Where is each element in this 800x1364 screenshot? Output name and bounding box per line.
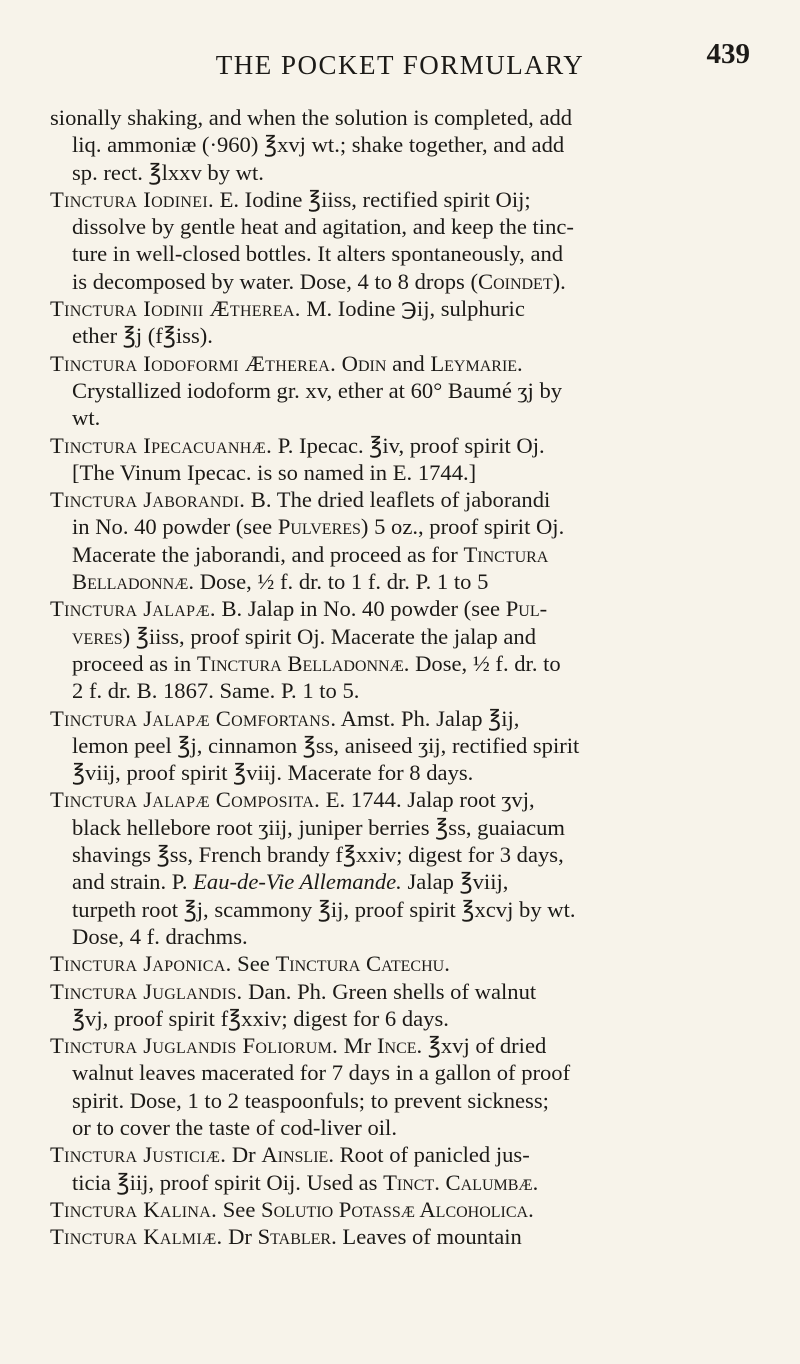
text-line xyxy=(50,186,753,213)
small-caps-reference: Coindet xyxy=(478,268,553,294)
text-run: Jalap ℥viij, xyxy=(401,869,509,895)
text-line xyxy=(50,322,753,349)
text-run: Macerate the jaborandi, and proceed as for xyxy=(72,541,464,567)
text-run: ℥viij, proof spirit ℥viij. Macerate for 8 days. xyxy=(72,760,474,786)
entry-headword: Tinctura Kalina. xyxy=(50,1196,218,1222)
text-run: [The Vinum Ipecac. is so named in E. 1744.] xyxy=(72,459,477,485)
text-run: . ℥xvj of dried xyxy=(416,1033,547,1059)
small-caps-reference: Tinctura Belladonnæ xyxy=(196,650,404,676)
formulary-entry xyxy=(50,186,753,295)
formulary-entry xyxy=(50,350,753,432)
text-run: ) ℥iiss, proof spirit Oj. Macerate the jalap and xyxy=(122,623,537,649)
text-line xyxy=(50,677,753,704)
text-line xyxy=(50,1169,753,1196)
text-line xyxy=(50,950,753,977)
small-caps-reference: Tinctura xyxy=(463,541,549,567)
text-line xyxy=(50,1032,753,1059)
text-run: turpeth root ℥j, scammony ℥ij, proof spirit ℥xcvj by wt. xyxy=(72,896,576,922)
text-run: 2 f. dr. B. 1867. Same. P. 1 to 5. xyxy=(72,678,360,704)
text-line xyxy=(50,131,753,158)
formulary-entry xyxy=(50,978,753,1033)
text-run: Mr xyxy=(338,1033,377,1059)
text-run: Dr xyxy=(226,1142,262,1168)
formulary-entry xyxy=(50,104,753,186)
text-line xyxy=(50,541,753,568)
entry-headword: Tinctura Kalmiæ. xyxy=(50,1224,223,1250)
text-line xyxy=(50,159,753,186)
small-caps-reference: Pulveres xyxy=(277,514,361,540)
text-line xyxy=(50,650,753,677)
small-caps-reference: Leymarie xyxy=(430,350,518,376)
formulary-text xyxy=(50,104,753,1250)
text-line xyxy=(50,759,753,786)
text-run: liq. ammoniæ (·960) ℥xvj wt.; shake together, and add xyxy=(72,132,565,158)
small-caps-reference: Solutio Potassæ Alcoholica xyxy=(261,1196,529,1222)
text-run: ). xyxy=(552,268,566,294)
text-run: . Leaves of mountain xyxy=(331,1224,522,1250)
text-line xyxy=(50,595,753,622)
running-head xyxy=(0,24,800,80)
text-line xyxy=(50,459,753,486)
text-run: B. The dried leaflets of jaborandi xyxy=(245,487,551,513)
small-caps-reference: veres xyxy=(72,623,123,649)
text-run: and strain. P. xyxy=(72,869,194,895)
entry-headword: Tinctura Jaborandi. xyxy=(50,487,246,513)
text-line xyxy=(50,1141,753,1168)
formulary-entry xyxy=(50,432,753,487)
text-run: Amst. Ph. Jalap ℥ij, xyxy=(336,705,520,731)
text-line xyxy=(50,404,753,431)
text-run: ture in well-closed bottles. It alters spontaneously, and xyxy=(72,241,564,267)
text-run: E. 1744. Jalap root ʒvj, xyxy=(320,787,535,813)
small-caps-reference: Tinctura Catechu xyxy=(275,951,445,977)
text-line xyxy=(50,814,753,841)
text-line xyxy=(50,213,753,240)
text-run: See xyxy=(231,951,276,977)
small-caps-reference: Odin xyxy=(341,350,387,376)
text-line xyxy=(50,432,753,459)
text-line xyxy=(50,568,753,595)
text-line xyxy=(50,1196,753,1223)
text-line xyxy=(50,978,753,1005)
text-line xyxy=(50,841,753,868)
small-caps-reference: Tinct. Calumbæ xyxy=(383,1169,533,1195)
text-run: lemon peel ℥j, cinnamon ℥ss, aniseed ʒij, rectified spirit xyxy=(72,732,580,758)
running-title: THE POCKET FORMULARY xyxy=(215,50,585,80)
text-run: ether ℥j (f℥iss). xyxy=(72,323,213,349)
text-line xyxy=(50,104,753,131)
text-run: walnut leaves macerated for 7 days in a gallon of proof xyxy=(72,1060,571,1086)
text-line xyxy=(50,377,753,404)
text-run: M. Iodine ℈ij, sulphuric xyxy=(300,296,525,322)
text-line xyxy=(50,1223,753,1250)
formulary-entry xyxy=(50,295,753,350)
text-run: proceed as in xyxy=(72,650,197,676)
small-caps-reference: Ainslie xyxy=(261,1142,329,1168)
text-run: P. Ipecac. ℥iv, proof spirit Oj. xyxy=(272,432,545,458)
entry-headword: Tinctura Ipecacuanhæ. xyxy=(50,432,273,458)
text-run: . xyxy=(528,1196,534,1222)
text-line xyxy=(50,295,753,322)
text-line xyxy=(50,705,753,732)
text-run: spirit. Dose, 1 to 2 teaspoonfuls; to prevent sickness; xyxy=(72,1087,549,1113)
text-run: black hellebore root ʒiij, juniper berries ℥ss, guaiacum xyxy=(72,814,566,840)
text-line xyxy=(50,1114,753,1141)
text-line xyxy=(50,732,753,759)
entry-headword: Tinctura Justiciæ. xyxy=(50,1142,227,1168)
small-caps-reference: Ince xyxy=(376,1033,417,1059)
text-run: and xyxy=(386,350,431,376)
text-run: Crystallized iodoform gr. xv, ether at 60° Baumé ʒj by xyxy=(72,377,563,403)
formulary-entry xyxy=(50,1223,753,1250)
entry-headword: Tinctura Iodinei. xyxy=(50,186,214,212)
small-caps-reference: Stabler xyxy=(257,1224,332,1250)
formulary-entry xyxy=(50,1196,753,1223)
entry-headword: Tinctura Iodoformi Ætherea. xyxy=(50,350,337,376)
formulary-entry xyxy=(50,595,753,704)
entry-headword: Tinctura Jalapæ. xyxy=(50,596,216,622)
text-line xyxy=(50,240,753,267)
formulary-entry xyxy=(50,486,753,595)
formulary-entry xyxy=(50,786,753,950)
text-line xyxy=(50,1005,753,1032)
text-line xyxy=(50,623,753,650)
entry-headword: Tinctura Jalapæ Comfortans. xyxy=(50,705,337,731)
text-run: or to cover the taste of cod-liver oil. xyxy=(72,1114,397,1140)
formulary-entry xyxy=(50,1141,753,1196)
entry-headword: Tinctura Japonica. xyxy=(50,951,232,977)
text-run: sionally shaking, and when the solution is completed, add xyxy=(50,105,573,130)
text-run: ℥vj, proof spirit f℥xxiv; digest for 6 days. xyxy=(72,1005,449,1031)
text-run: B. Jalap in No. 40 powder (see xyxy=(215,596,506,622)
text-run: . Dose, ½ f. dr. to 1 f. dr. P. 1 to 5 xyxy=(188,569,489,595)
text-line xyxy=(50,1059,753,1086)
text-run: in No. 40 powder (see xyxy=(72,514,278,540)
text-run: . xyxy=(444,951,450,977)
formulary-entry xyxy=(50,705,753,787)
text-run: Dr xyxy=(222,1224,258,1250)
text-line xyxy=(50,486,753,513)
text-run: . xyxy=(517,350,523,376)
small-caps-reference: Pul- xyxy=(505,596,548,622)
formulary-entry xyxy=(50,950,753,977)
entry-headword: Tinctura Juglandis. xyxy=(50,978,243,1004)
text-line xyxy=(50,268,753,295)
entry-headword: Tinctura Juglandis Foliorum. xyxy=(50,1033,339,1059)
small-caps-reference: Belladonnæ xyxy=(72,569,189,595)
formulary-entry xyxy=(50,1032,753,1141)
text-run: ticia ℥iij, proof spirit Oij. Used as xyxy=(72,1169,384,1195)
text-run: . Dose, ½ f. dr. to xyxy=(403,650,561,676)
entry-headword: Tinctura Iodinii Ætherea. xyxy=(50,296,301,322)
text-line xyxy=(50,896,753,923)
text-line xyxy=(50,350,753,377)
text-run: shavings ℥ss, French brandy f℥xxiv; digest for 3 days, xyxy=(72,842,564,868)
italic-text: Eau-de-Vie Allemande. xyxy=(193,869,402,895)
text-run: See xyxy=(217,1196,262,1222)
text-line xyxy=(50,513,753,540)
text-line xyxy=(50,868,753,895)
text-run: wt. xyxy=(72,405,101,431)
text-run: . xyxy=(532,1169,539,1195)
text-run: sp. rect. ℥lxxv by wt. xyxy=(72,159,264,185)
text-run: dissolve by gentle heat and agitation, and keep the tinc- xyxy=(72,214,574,240)
page-number: 439 xyxy=(706,38,750,70)
text-line xyxy=(50,923,753,950)
text-run: Dose, 4 f. drachms. xyxy=(72,923,248,949)
text-run: is decomposed by water. Dose, 4 to 8 drops ( xyxy=(72,268,478,294)
entry-headword: Tinctura Jalapæ Composita. xyxy=(50,787,321,813)
text-line xyxy=(50,1087,753,1114)
text-line xyxy=(50,786,753,813)
text-run: ) 5 oz., proof spirit Oj. xyxy=(360,514,565,540)
text-run: . Root of panicled jus- xyxy=(328,1142,530,1168)
text-run: E. Iodine ℥iiss, rectified spirit Oij; xyxy=(213,186,531,212)
text-run: Dan. Ph. Green shells of walnut xyxy=(242,978,537,1004)
